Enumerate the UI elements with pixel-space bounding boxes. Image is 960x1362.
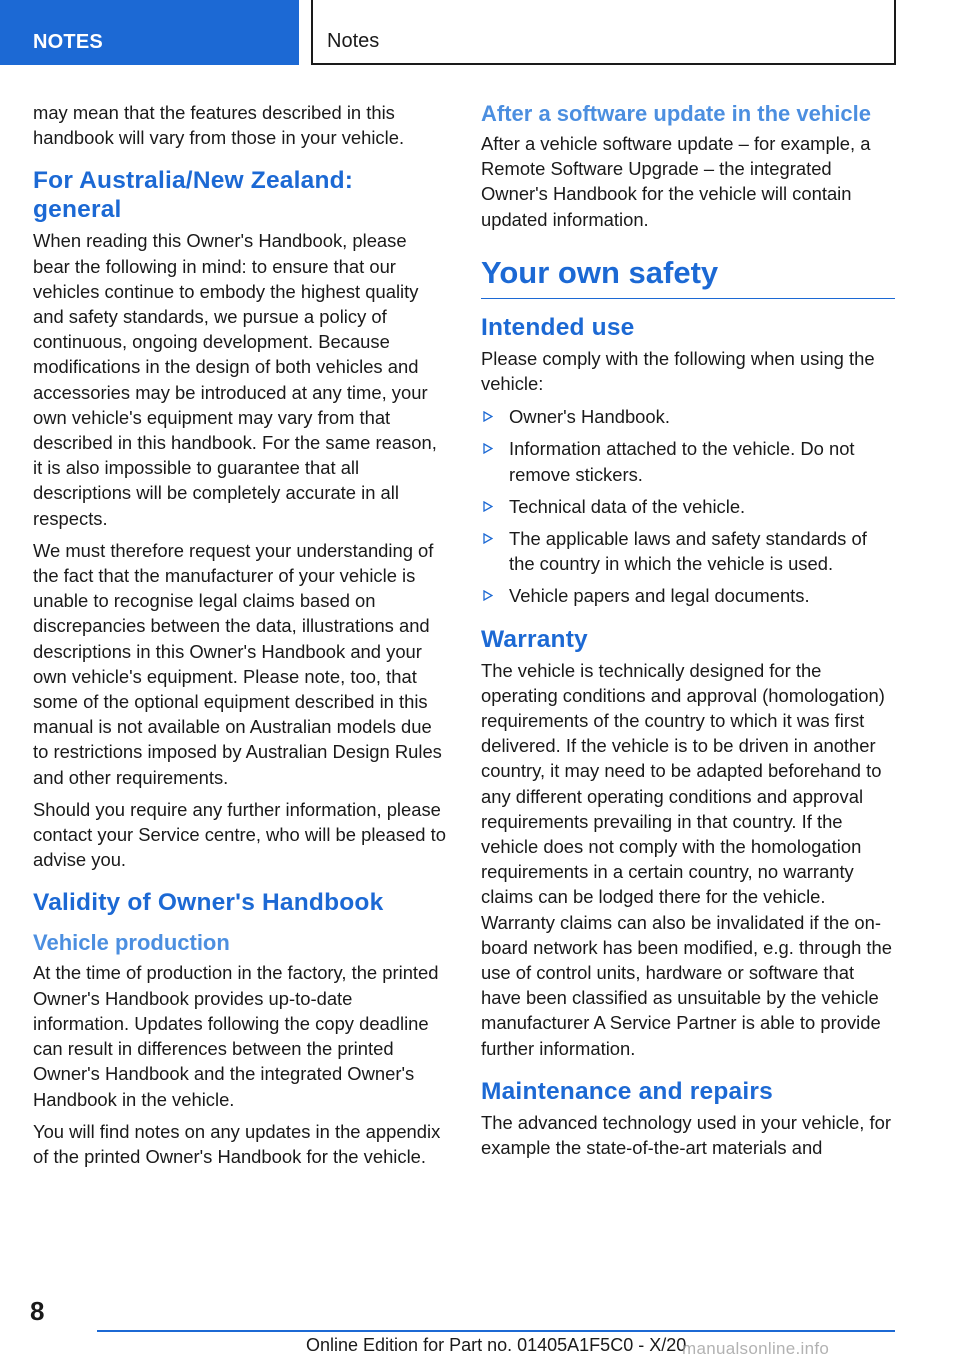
list-item — [481, 436, 895, 486]
heading-vehicle-production: Vehicle production — [33, 930, 230, 956]
list-item-text: Vehicle papers and legal documents. — [509, 585, 810, 607]
right-column — [481, 100, 895, 1167]
maintenance-paragraph: The advanced technology used in your vehicle, for example the state-of-the-art materials and — [481, 1111, 891, 1159]
bullet-triangle-icon — [483, 443, 493, 454]
page-header-title: Notes — [327, 30, 380, 52]
heading-maintenance: Maintenance and repairs — [481, 1077, 773, 1105]
section-label: NOTES — [33, 31, 103, 53]
production-paragraph-1: At the time of production in the factory, the printed Owner's Handbook provides up-to-date information. Updates following the copy deadline can result in differences between the printed Owner's Handbook and the integrated Owner's Handbook in the vehicle. — [33, 962, 439, 1110]
bullet-triangle-icon — [483, 501, 493, 512]
page-header — [311, 0, 896, 65]
list-item — [481, 526, 895, 576]
heading-australia: For Australia/New Zealand: general — [33, 167, 354, 224]
list-item-text: The applicable laws and safety standards of the country in which the vehicle is used. — [509, 528, 867, 575]
heading-intended-use: Intended use — [481, 313, 635, 341]
heading-your-own-safety: Your own safety — [481, 254, 895, 299]
list-item — [481, 583, 895, 608]
list-item — [481, 404, 895, 429]
heading-validity: Validity of Owner's Handbook — [33, 889, 384, 917]
watermark: manualsonline.info — [682, 1339, 830, 1358]
australia-paragraph-3: Should you require any further information, please contact your Service centre, who will be pleased to advise you. — [33, 798, 446, 871]
bullet-triangle-icon — [483, 533, 493, 544]
intended-use-list — [481, 404, 895, 608]
intro-paragraph: may mean that the features described in this handbook will vary from those in your vehicle. — [33, 102, 405, 149]
list-item-text: Information attached to the vehicle. Do not remove stickers. — [509, 438, 855, 485]
australia-paragraph-2: We must therefore request your understanding of the fact that the manufacturer of your vehicle is unable to recognise legal claims based on discrepancies between the data, illustrations and descriptions in this Owner's Handbook and your own vehicle's equipment. Please note, too, that some of the optional equipment described in this manual is not available on Australian models due to restrictions imposed by Australian Design Rules and other requirements. — [33, 539, 442, 788]
section-tab — [0, 0, 299, 65]
page-number: 8 — [30, 1296, 45, 1326]
software-paragraph: After a vehicle software update – for example, a Remote Software Upgrade – the integrated Owner's Handbook for the vehicle will contain updated information. — [481, 133, 871, 230]
left-column — [33, 100, 447, 1176]
heading-warranty: Warranty — [481, 625, 588, 653]
warranty-paragraph: The vehicle is technically designed for the operating conditions and approval (homologation) requirements of the country to which it was first delivered. If the vehicle is to be driven in another country, it may need to be adapted beforehand to any different operating conditions and approval requirements prevailing in that country. If the vehicle does not comply with the homologation requirements in a certain country, no warranty claims can be lodged there for the vehicle. Warranty claims can also be invalidated if the on-board network has been modified, e.g. through the use of control units, hardware or software that have been classified as unsuitable by the vehicle manufacturer A Service Partner is able to provide further information. — [481, 659, 892, 1059]
footer-divider — [97, 1330, 895, 1332]
intended-paragraph: Please comply with the following when using the vehicle: — [481, 347, 875, 395]
list-item — [481, 494, 895, 519]
list-item-text: Technical data of the vehicle. — [509, 495, 746, 517]
production-paragraph-2: You will find notes on any updates in the appendix of the printed Owner's Handbook for the vehicle. — [33, 1120, 441, 1167]
heading-software-update: After a software update in the vehicle — [481, 101, 871, 126]
bullet-triangle-icon — [483, 590, 493, 601]
bullet-triangle-icon — [483, 411, 493, 422]
australia-paragraph-1: When reading this Owner's Handbook, please bear the following in mind: to ensure that our vehicles continue to embody the highest quality and safety standards, we pursue a policy of continuous, ongoing development. Because modifications in the design of both vehicles and accessories may be introduced at any time, your own vehicle's equipment may vary from that described in this handbook. For the same reason, it is also impossible to guarantee that all descriptions will be completely accurate in all respects. — [33, 230, 437, 529]
footer-edition: Online Edition for Part no. 01405A1F5C0 - X/20 — [306, 1335, 687, 1355]
list-item-text: Owner's Handbook. — [509, 406, 670, 428]
